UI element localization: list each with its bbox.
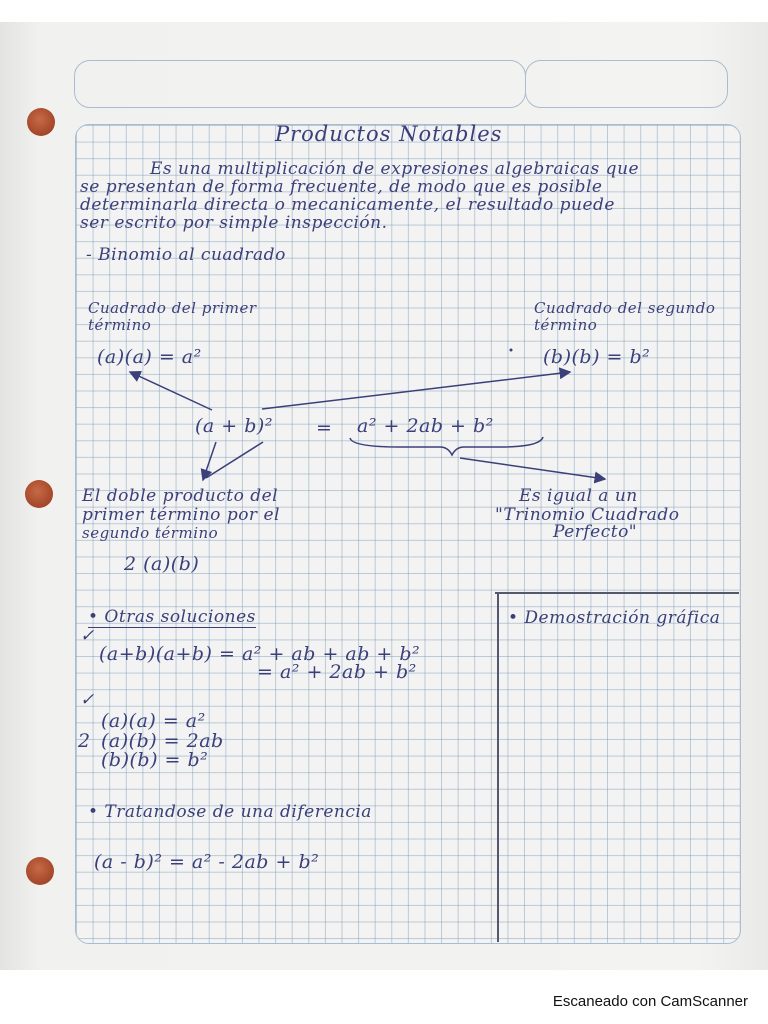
- check-icon: ✓: [80, 626, 95, 646]
- otras-line: (a+b)(a+b) = a² + ab + ab + b²: [99, 643, 421, 665]
- intro-line: se presentan de forma frecuente, de modo que es posible: [80, 177, 603, 197]
- label-doble-producto: primer término por el: [82, 505, 280, 525]
- table-row: (b)(b) = b²: [101, 749, 209, 771]
- otras-line: = a² + 2ab + b²: [257, 661, 417, 683]
- header-field-left: [74, 60, 526, 108]
- page-title: Productos Notables: [275, 122, 503, 146]
- horizontal-divider: [495, 592, 739, 594]
- table-row: (a)(b) = 2ab: [101, 730, 224, 752]
- equation-a-squared: (a)(a) = a²: [97, 346, 202, 368]
- camscanner-watermark: Escaneado con CamScanner: [552, 993, 748, 1010]
- intro-line: determinarla directa o mecanicamente, el resultado puede: [80, 195, 615, 215]
- main-result: a² + 2ab + b²: [357, 415, 494, 437]
- vertical-divider: [497, 592, 499, 942]
- section-heading-diferencia: • Tratandose de una diferencia: [88, 802, 372, 822]
- intro-line: Es una multiplicación de expresiones algebraicas que: [150, 159, 640, 179]
- table-prefix: 2: [78, 730, 91, 752]
- label-cuadrado-segundo: término: [534, 316, 598, 334]
- binder-hole-icon: [27, 108, 55, 136]
- binder-hole-icon: [25, 480, 53, 508]
- main-equals: =: [316, 417, 333, 439]
- doble-producto-expr: 2 (a)(b): [124, 553, 200, 575]
- intro-line: ser escrito por simple inspección.: [80, 213, 388, 233]
- label-doble-producto: segundo término: [82, 524, 219, 542]
- equation-b-squared: (b)(b) = b²: [543, 346, 651, 368]
- section-heading-otras: • Otras soluciones: [88, 607, 256, 627]
- label-cuadrado-primer: término: [88, 316, 152, 334]
- label-trinomio: Es igual a un: [519, 486, 638, 506]
- binder-hole-icon: [26, 857, 54, 885]
- table-row: (a)(a) = a²: [101, 710, 206, 732]
- section-heading-binomio: - Binomio al cuadrado: [86, 245, 286, 265]
- label-trinomio: Perfecto": [553, 522, 638, 542]
- header-field-right: [525, 60, 728, 108]
- section-heading-demostracion: • Demostración gráfica: [508, 608, 721, 628]
- equation-diferencia: (a - b)² = a² - 2ab + b²: [94, 851, 320, 873]
- label-cuadrado-primer: Cuadrado del primer: [88, 299, 257, 317]
- label-doble-producto: El doble producto del: [82, 486, 279, 506]
- check-icon: ✓: [80, 690, 95, 710]
- label-trinomio: "Trinomio Cuadrado: [495, 505, 680, 525]
- main-binomial: (a + b)²: [195, 415, 273, 437]
- label-cuadrado-segundo: Cuadrado del segundo: [534, 299, 716, 317]
